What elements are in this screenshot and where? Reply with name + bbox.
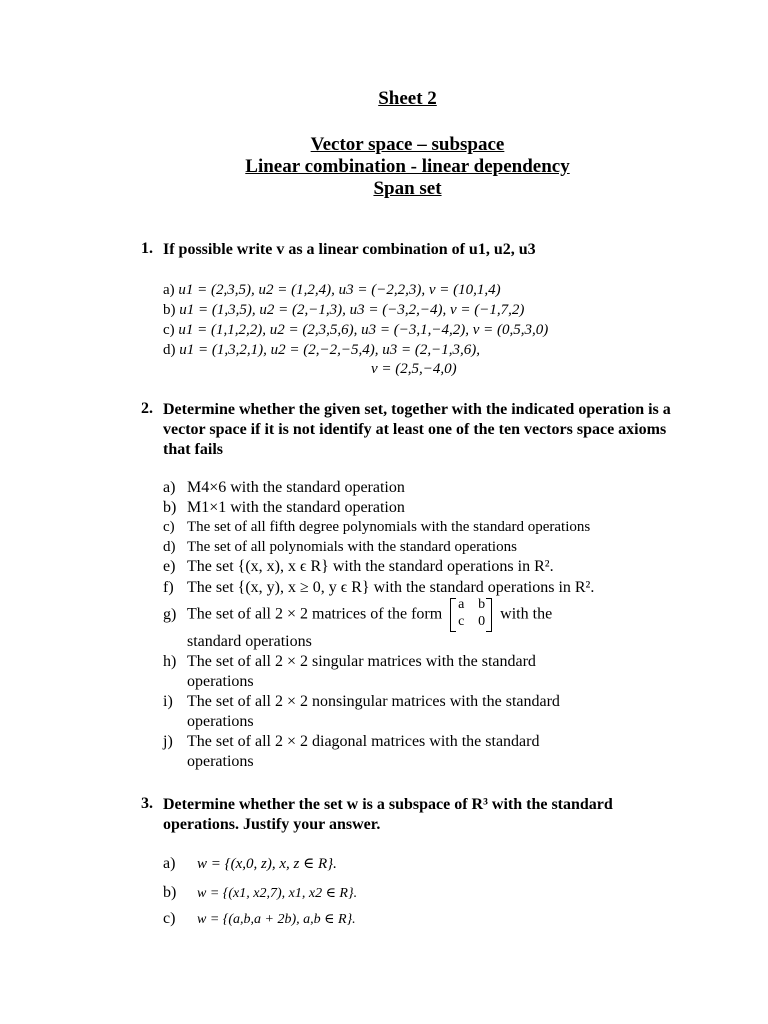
q2-item-b: b) M1×1 with the standard operation bbox=[163, 499, 405, 516]
q2-item-j: j) The set of all 2 × 2 diagonal matrices with the standard bbox=[163, 733, 540, 750]
question-2-text: Determine whether the given set, together with the indicated operation is a vector space if it is not identify at least one of the ten vectors space axioms that fails bbox=[163, 401, 671, 458]
q3-item-b: b) w = {(x1, x2,7), x1, x2 ∈ R}. bbox=[163, 884, 358, 901]
q2-item-e: e) The set {(x, x), x ϵ R} with the standard operations in R². bbox=[163, 558, 554, 575]
q2-item-f: f) The set {(x, y), x ≥ 0, y ϵ R} with the standard operations in R². bbox=[163, 579, 595, 596]
q2-item-h: h) The set of all 2 × 2 singular matrices with the standard bbox=[163, 653, 536, 670]
subtitle-linear-combination: Linear combination - linear dependency bbox=[245, 156, 570, 177]
question-3-text: Determine whether the set w is a subspace of R³ with the standard operations. Justify your answer. bbox=[163, 796, 613, 833]
q1-item-a: a) u1 = (2,3,5), u2 = (1,2,4), u3 = (−2,2,3), v = (10,1,4) bbox=[163, 282, 501, 298]
q2-item-c: c) The set of all fifth degree polynomials with the standard operations bbox=[163, 519, 591, 535]
q1-item-c: c) u1 = (1,1,2,2), u2 = (2,3,5,6), u3 = (−3,1,−4,2), v = (0,5,3,0) bbox=[163, 322, 549, 338]
subtitle-vector-space: Vector space – subspace bbox=[310, 134, 505, 155]
q2-item-a: a) M4×6 with the standard operation bbox=[163, 479, 405, 496]
q1-item-d-continuation: v = (2,5,−4,0) bbox=[371, 361, 457, 377]
question-2-number: 2. bbox=[141, 400, 153, 417]
matrix-form: a b c 0 bbox=[450, 598, 492, 632]
q2-item-i-continuation: operations bbox=[187, 713, 254, 730]
question-1-text: If possible write v as a linear combination of u1, u2, u3 bbox=[163, 241, 536, 258]
q3-item-c: c) w = {(a,b,a + 2b), a,b ∈ R}. bbox=[163, 910, 356, 927]
q1-item-d: d) u1 = (1,3,2,1), u2 = (2,−2,−5,4), u3 = (2,−1,3,6), bbox=[163, 342, 480, 358]
subtitle-span-set: Span set bbox=[373, 178, 442, 199]
q2-item-h-continuation: operations bbox=[187, 673, 254, 690]
sheet-title: Sheet 2 bbox=[378, 88, 437, 109]
question-1-number: 1. bbox=[141, 240, 153, 257]
q2-item-j-continuation: operations bbox=[187, 753, 254, 770]
q2-item-g: g) The set of all 2 × 2 matrices of the form a b c 0 with the bbox=[163, 598, 552, 632]
q2-item-i: i) The set of all 2 × 2 nonsingular matrices with the standard bbox=[163, 693, 560, 710]
q2-item-g-continuation: standard operations bbox=[187, 633, 312, 650]
q3-item-a: a) w = {(x,0, z), x, z ∈ R}. bbox=[163, 855, 337, 872]
q2-item-d: d) The set of all polynomials with the standard operations bbox=[163, 539, 517, 555]
question-3-number: 3. bbox=[141, 795, 153, 812]
q1-item-b: b) u1 = (1,3,5), u2 = (2,−1,3), u3 = (−3,2,−4), v = (−1,7,2) bbox=[163, 302, 525, 318]
